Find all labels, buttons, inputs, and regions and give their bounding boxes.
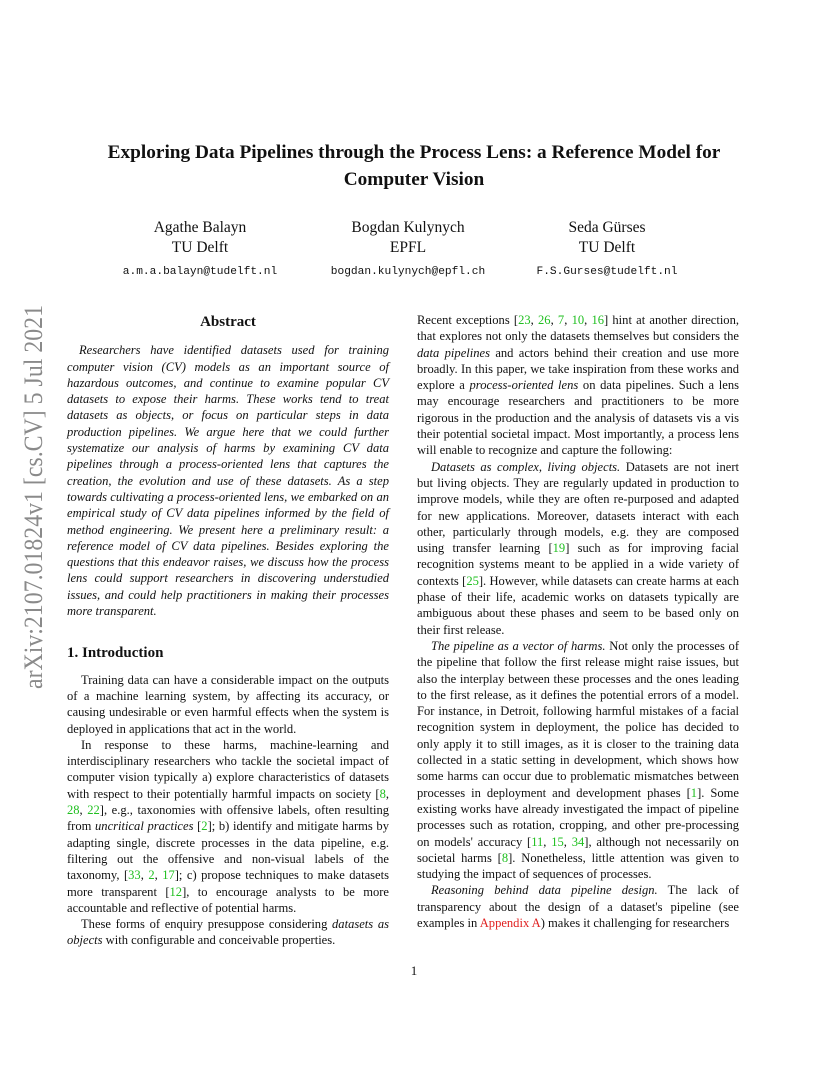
citation-link[interactable]: 28	[67, 803, 80, 818]
body-paragraph-living-objects: Datasets as complex, living objects. Datasets are not inert but living objects. They are regularly updated in production to improve models, while they are often re-purposed and adapted for new applications. Moreover, datasets interact with each other, particularly through models, e.g. they are composed using transfer learning [19] such as for improving facial recognition systems meant to be applied in a wide variety of contexts [25]. However, while datasets can create harms at each phase of their life, academic works on datasets typically are ambiguous about these phases and seem to be based only on their first release.	[417, 459, 739, 637]
citation-link[interactable]: 12	[169, 884, 183, 899]
author-block-3	[497, 218, 717, 282]
author-affiliation: TU Delft	[578, 239, 636, 256]
citation-link[interactable]: 8	[501, 850, 509, 865]
citation-link[interactable]: 34	[571, 834, 585, 849]
author-name: Bogdan Kulynych	[351, 219, 465, 236]
author-block-2	[298, 218, 518, 282]
paper-title	[60, 139, 768, 193]
citation-link[interactable]: 2	[201, 819, 208, 834]
arxiv-identifier-stamp	[4, 303, 56, 691]
citation-link[interactable]: 15	[551, 834, 564, 849]
left-column	[67, 312, 389, 949]
body-paragraph-recent-exceptions: Recent exceptions [23, 26, 7, 10, 16] hint at another direction, that explores not only the datasets themselves but considers the data pipelines and actors behind their creation and use more broadly. In this paper, we take inspiration from these works and explore a process-oriented lens on data pipelines. Such a lens may encourage researchers and practitioners to be more rigorous in the production and the analysis of datasets vis a vis their potential societal impact. Most importantly, a process lens will enable to recognize and capture the following:	[417, 313, 739, 458]
author-block-1	[90, 218, 310, 282]
right-column	[417, 312, 739, 931]
citation-link[interactable]: 1	[690, 785, 698, 800]
citation-link[interactable]: 11	[531, 834, 544, 849]
author-name: Agathe Balayn	[153, 219, 247, 236]
author-email[interactable]: a.m.a.balayn@tudelft.nl	[122, 266, 278, 278]
page-number: 1	[410, 963, 418, 978]
citation-link[interactable]: 7	[557, 313, 565, 327]
abstract-heading: Abstract	[200, 314, 256, 330]
author-affiliation: EPFL	[389, 239, 427, 256]
body-paragraph-vector-of-harms: The pipeline as a vector of harms. Not only the processes of the pipeline that follow the first release might raise issues, but also the interplay between these processes and the ones leading to the first release, as it defines the potential errors of a model. For instance, in Detroit, following harmful mistakes of a facial recognition system in deployment, the police has decided to only apply it to still images, as it is closer to the training data collected in a static setting in development, which shows how some harms can occur due to problematic mismatches between processes in deployment and development phases [1]. Some existing works have already investigated the impact of pipeline processes such as rotation, cropping, and other pre-processing on models' accuracy [11, 15, 34], although not necessarily on societal harms [8]. Nonetheless, little attention was given to studying the impact of sequences of processes.	[417, 638, 739, 882]
citation-link[interactable]: 16	[591, 313, 605, 327]
title-line-1: Exploring Data Pipelines through the Process Lens: a Reference Model for	[107, 142, 721, 163]
citation-link[interactable]: 25	[466, 573, 479, 588]
intro-paragraph-1: Training data can have a considerable impact on the outputs of a machine learning system, by affecting its accuracy, or causing undesirable or even harmful effects when the system is deployed in applications that act in the world.	[67, 672, 389, 736]
author-affiliation: TU Delft	[171, 239, 229, 256]
appendix-link[interactable]: Appendix A	[479, 915, 541, 930]
title-line-2: Computer Vision	[343, 169, 485, 190]
citation-link[interactable]: 8	[379, 786, 386, 801]
citation-link[interactable]: 2	[148, 868, 155, 883]
body-paragraph-reasoning: Reasoning behind data pipeline design. The lack of transparency about the design of a dataset's pipeline (see examples in Appendix A) makes it challenging for researchers	[417, 883, 739, 930]
author-email[interactable]: F.S.Gurses@tudelft.nl	[536, 266, 678, 278]
citation-link[interactable]: 23	[518, 313, 531, 327]
citation-link[interactable]: 19	[552, 541, 566, 556]
section-heading-introduction: 1. Introduction	[67, 645, 164, 662]
citation-link[interactable]: 26	[538, 313, 551, 327]
arxiv-id-text: arXiv:2107.01824v1 [cs.CV] 5 Jul 2021	[19, 303, 48, 689]
citation-link[interactable]: 22	[87, 803, 100, 818]
author-name: Seda Gürses	[568, 219, 646, 236]
abstract-text: Researchers have identified datasets used for training computer vision (CV) models as an important source of hazardous outcomes, and continue to examine popular CV datasets to expose their harms. These works tend to treat datasets as objects, or focus on particular steps in data production pipelines. We argue here that we could further systematize our analysis of harms by examining CV data pipelines through a process-oriented lens that captures the creation, the evolution and use of these datasets. As a step towards cultivating a process-oriented lens, we embarked on an empirical study of CV data pipelines informed by the field of method engineering. We present here a preliminary result: a reference model of CV data pipelines. Besides exploring the questions that this endeavor raises, we discuss how the process lens could support researchers in discovering understudied issues, and could help practitioners in making their processes more transparent.	[67, 343, 389, 619]
author-email[interactable]: bogdan.kulynych@epfl.ch	[330, 266, 486, 278]
citation-link[interactable]: 10	[571, 313, 585, 327]
citation-link[interactable]: 33	[128, 868, 141, 883]
intro-paragraph-3: These forms of enquiry presuppose considering datasets as objects with configurable and conceivable properties.	[67, 917, 389, 948]
citation-link[interactable]: 17	[162, 868, 175, 883]
intro-paragraph-2: In response to these harms, machine-learning and interdisciplinary researchers who tackle the societal impact of computer vision typically a) explore characteristics of datasets with respect to their potentially harmful impacts on society [8, 28, 22], e.g., taxonomies with offensive labels, often resulting from uncritical practices [2]; b) identify and mitigate harms by adapting single, discrete processes in the data pipeline, e.g. filtering out the offensive and non-visual labels of the taxonomy, [33, 2, 17]; c) propose techniques to make datasets more transparent [12], to encourage analysts to be more accountable and reflective of potential harms.	[67, 737, 389, 915]
